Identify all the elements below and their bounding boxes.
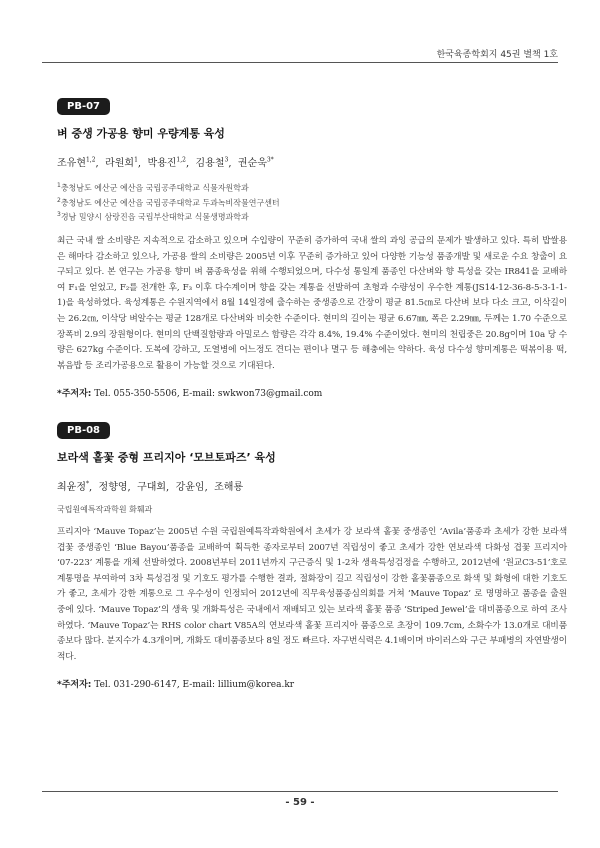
affiliation-sup: 1 [57, 182, 61, 189]
affiliation-text: 경남 밀양시 삼랑진읍 국립부산대학교 식물생명과학과 [60, 212, 249, 222]
author-sup: 3 [224, 156, 229, 164]
affiliation-list [57, 180, 567, 224]
footer-rule [42, 791, 558, 792]
author-sup: * [85, 480, 89, 488]
author-sup: 1,2 [176, 156, 186, 164]
page-number: - 59 - [285, 797, 315, 808]
affiliation [57, 209, 567, 224]
affiliation-text: 충청남도 예산군 예산읍 국립공주대학교 두과녹비작물연구센터 [60, 198, 280, 208]
author-list: 최윤정*, 정향영, 구대회, 강윤임, 조해룡 [57, 480, 244, 493]
affiliation-text: 충청남도 예산군 예산읍 국립공주대학교 식물자원학과 [60, 183, 249, 193]
corresponding-author [57, 677, 567, 690]
contact-info: Tel. 055-350-5506, E-mail: swkwon73@gmail.com [94, 389, 323, 400]
contact-label: *주저자: [57, 680, 92, 691]
author-name: 박용진 [147, 158, 177, 169]
author-name: 김용철 [195, 158, 225, 169]
abstract-text: 프리지아 ‘Mauve Topaz’는 2005년 수원 국립원예특작과학원에서 초세가 강 보라색 홑꽃 중생종인 ‘Avila’품종과 초세가 강한 보라색 겹꽃 중생종인 ‘Blue Bayou’품종을 교배하여 획득한 종자로부터 2007년 직립성이 좋고 초세가 강한 연보라색 다화성 겹꽃 프리지아 ‘07-223’ 계통을 개체 선발하였다. 2008년부터 2011년까지 구근증식 및 1-2차 생육특성검정을 수행하고, 2012년에 ‘원교C3-51’호로 계통명을 부여하여 3차 특성검정 및 기호도 평가를 수행한 결과, 절화장이 길고 직립성이 강한 홑꽃품종으로 화색 및 화형에 대한 기호도가 좋고, 초세가 강한 계통으로 그 우수성이 인정되어 2012년에 직무육성품종심의회를 거쳐 ‘Mauve Topaz’ 로 명명하고 품종을 출원 중에 있다. ‘Mauve Topaz’의 생육 및 개화특성은 국내에서 재배되고 있는 보라색 홑꽃 품종 ‘Striped Jewel’을 대비품종으로 하여 조사하였다. ‘Mauve Topaz’는 RHS color chart V85A의 연보라색 홑꽃 프리지아 품종으로 초장이 109.7cm, 소화수가 13.0개로 대비품종보다 많다. 분지수가 4.3개이며, 개화도 대비품종보다 8일 정도 빠르다. 자구번식력은 4.1배이며 바이러스와 구근 부패병의 자연발생이 적다. [57, 527, 567, 662]
author-sup: 1 [134, 156, 138, 164]
article-id-badge: PB-08 [57, 422, 110, 439]
article-pb-07 [57, 94, 567, 399]
affiliation: 국립원예특작과학원 화훼과 [57, 505, 153, 514]
author-name: 정향영 [98, 482, 128, 493]
author-name: 권순욱 [237, 158, 267, 169]
article-title: 보라색 홑꽃 중형 프리지아 ‘모브토파즈’ 육성 [57, 451, 276, 464]
contact-label: *주저자: [57, 389, 92, 400]
author-sup: 1,2 [85, 156, 96, 164]
article-pb-08 [57, 418, 567, 690]
author-name: 라원희 [105, 158, 135, 169]
author-name: 조유현 [57, 158, 86, 169]
journal-header: 한국육종학회지 45권 별책 1호 [436, 50, 558, 60]
author-name: 구대회 [137, 482, 167, 493]
affiliation-sup: 2 [57, 196, 61, 204]
article-id-badge: PB-07 [57, 98, 110, 115]
article-title: 벼 중생 가공용 향미 우량계통 육성 [57, 127, 225, 140]
contact-info: Tel. 031-290-6147, E-mail: lillium@korea.kr [94, 680, 295, 691]
author-name: 조해룡 [214, 482, 244, 493]
affiliation-sup: 3 [57, 211, 61, 219]
author-sup: 3* [266, 156, 274, 164]
corresponding-author [57, 386, 567, 399]
header-rule [42, 62, 558, 63]
author-name: 강윤임 [175, 482, 205, 493]
affiliation [57, 195, 567, 210]
author-list: 조유현$^{1,2}$, 라원희$^1$, 박용진$^{1,2}$, 김용철$^3$, 권순욱$^{3*}$ [57, 156, 274, 169]
affiliation [57, 180, 567, 195]
abstract-text: 최근 국내 쌀 소비량은 지속적으로 감소하고 있으며 수입량이 꾸준히 증가하여 국내 쌀의 과잉 공급의 문제가 발생하고 있다. 특히 밥쌀용은 해마다 감소하고 있으나, 가공용 쌀의 소비량은 2005년 이후 꾸준히 증가하고 있어 다양한 기능성 품종개발 및 새로운 수요 창출이 요구되고 있다. 본 연구는 가공용 향미 벼 품종육성을 위해 수행되었으며, 다수성 통일계 품종인 다산벼와 향 특성을 갖는 IR841을 교배하여 F₁을 얻었고, F₂를 전개한 후, F₃ 이후 다수계이며 향을 갖는 계통을 선발하여 초형과 수량성이 우수한 계통(JS14-12-36-8-5-3-1-1-1)을 육성하였다. 육성계통은 수원지역에서 8월 14일경에 출수하는 중생종으로 간장이 평균 81.5㎝로 다산벼 보다 다소 크고, 이삭길이는 26.2㎝, 이삭당 벼알수는 평균 128개로 다산벼와 비슷한 수준이다. 현미의 길이는 평균 6.67㎜, 폭은 2.29㎜, 두께는 1.70 수준으로 장폭비 2.9의 장원형이다. 현미의 단백질함량과 아밀로스 함량은 각각 8.4%, 19.4% 수준이었다. 현미의 천립중은 20.8g이며 10a 당 수량은 627kg 수준이다. 도복에 강하고, 도열병에 어느정도 견디는 편이나 멸구 등 해충에는 약하다. 육성 다수성 향미계통은 떡볶이용 떡, 볶음밥 등 조리가공용으로 활용이 가능할 것으로 기대된다. [57, 235, 567, 371]
author-name: 최윤정 [57, 482, 86, 493]
